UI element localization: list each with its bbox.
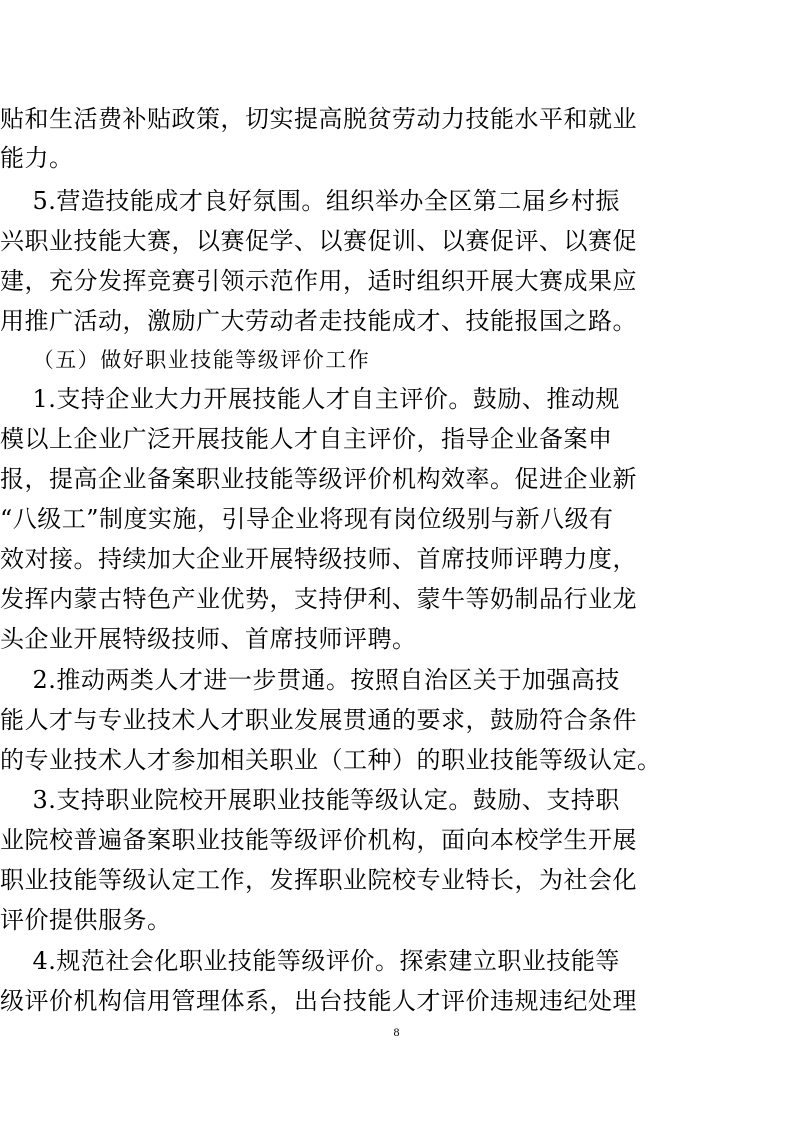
body-line: 级评价机构信用管理体系，出台技能人才评价违规违纪处理 (0, 987, 637, 1015)
section-heading: （五）做好职业技能等级评价工作 (0, 348, 371, 372)
body-line: 能人才与专业技术人才职业发展贯通的要求，鼓励符合条件 (0, 706, 637, 734)
body-line: 报，提高企业备案职业技能等级评价机构效率。促进企业新 (0, 465, 637, 493)
body-line: 4.规范社会化职业技能等级评价。探索建立职业技能等 (0, 947, 620, 975)
body-line: 评价提供服务。 (0, 906, 172, 934)
page-number: 8 (393, 1025, 400, 1039)
body-line: 1.支持企业大力开展技能人才自主评价。鼓励、推动规 (0, 385, 620, 413)
body-line: 业院校普遍备案职业技能等级评价机构，面向本校学生开展 (0, 826, 637, 854)
body-line: 职业技能等级认定工作，发挥职业院校专业特长，为社会化 (0, 866, 637, 894)
body-line: 建，充分发挥竞赛引领示范作用，适时组织开展大赛成果应 (0, 267, 637, 295)
body-line: “八级工”制度实施，引导企业将现有岗位级别与新八级有 (0, 505, 614, 533)
body-line: 5.营造技能成才良好氛围。组织举办全区第二届乡村振 (0, 187, 620, 215)
body-line: 兴职业技能大赛，以赛促学、以赛促训、以赛促评、以赛促 (0, 227, 637, 255)
body-line: 用推广活动，激励广大劳动者走技能成才、技能报国之路。 (0, 307, 637, 335)
body-line: 3.支持职业院校开展职业技能等级认定。鼓励、支持职 (0, 786, 620, 814)
body-line: 效对接。持续加大企业开展特级技师、首席技师评聘力度， (0, 545, 637, 573)
body-line: 能力。 (0, 144, 74, 172)
body-line: 2.推动两类人才进一步贯通。按照自治区关于加强高技 (0, 666, 620, 694)
body-line: 头企业开展特级技师、首席技师评聘。 (0, 625, 417, 653)
body-line: 贴和生活费补贴政策，切实提高脱贫劳动力技能水平和就业 (0, 105, 637, 133)
body-line: 模以上企业广泛开展技能人才自主评价，指导企业备案申 (0, 425, 613, 453)
body-line: 发挥内蒙古特色产业优势，支持伊利、蒙牛等奶制品行业龙 (0, 585, 637, 613)
body-line: 的专业技术人才参加相关职业（工种）的职业技能等级认定。 (0, 746, 662, 774)
